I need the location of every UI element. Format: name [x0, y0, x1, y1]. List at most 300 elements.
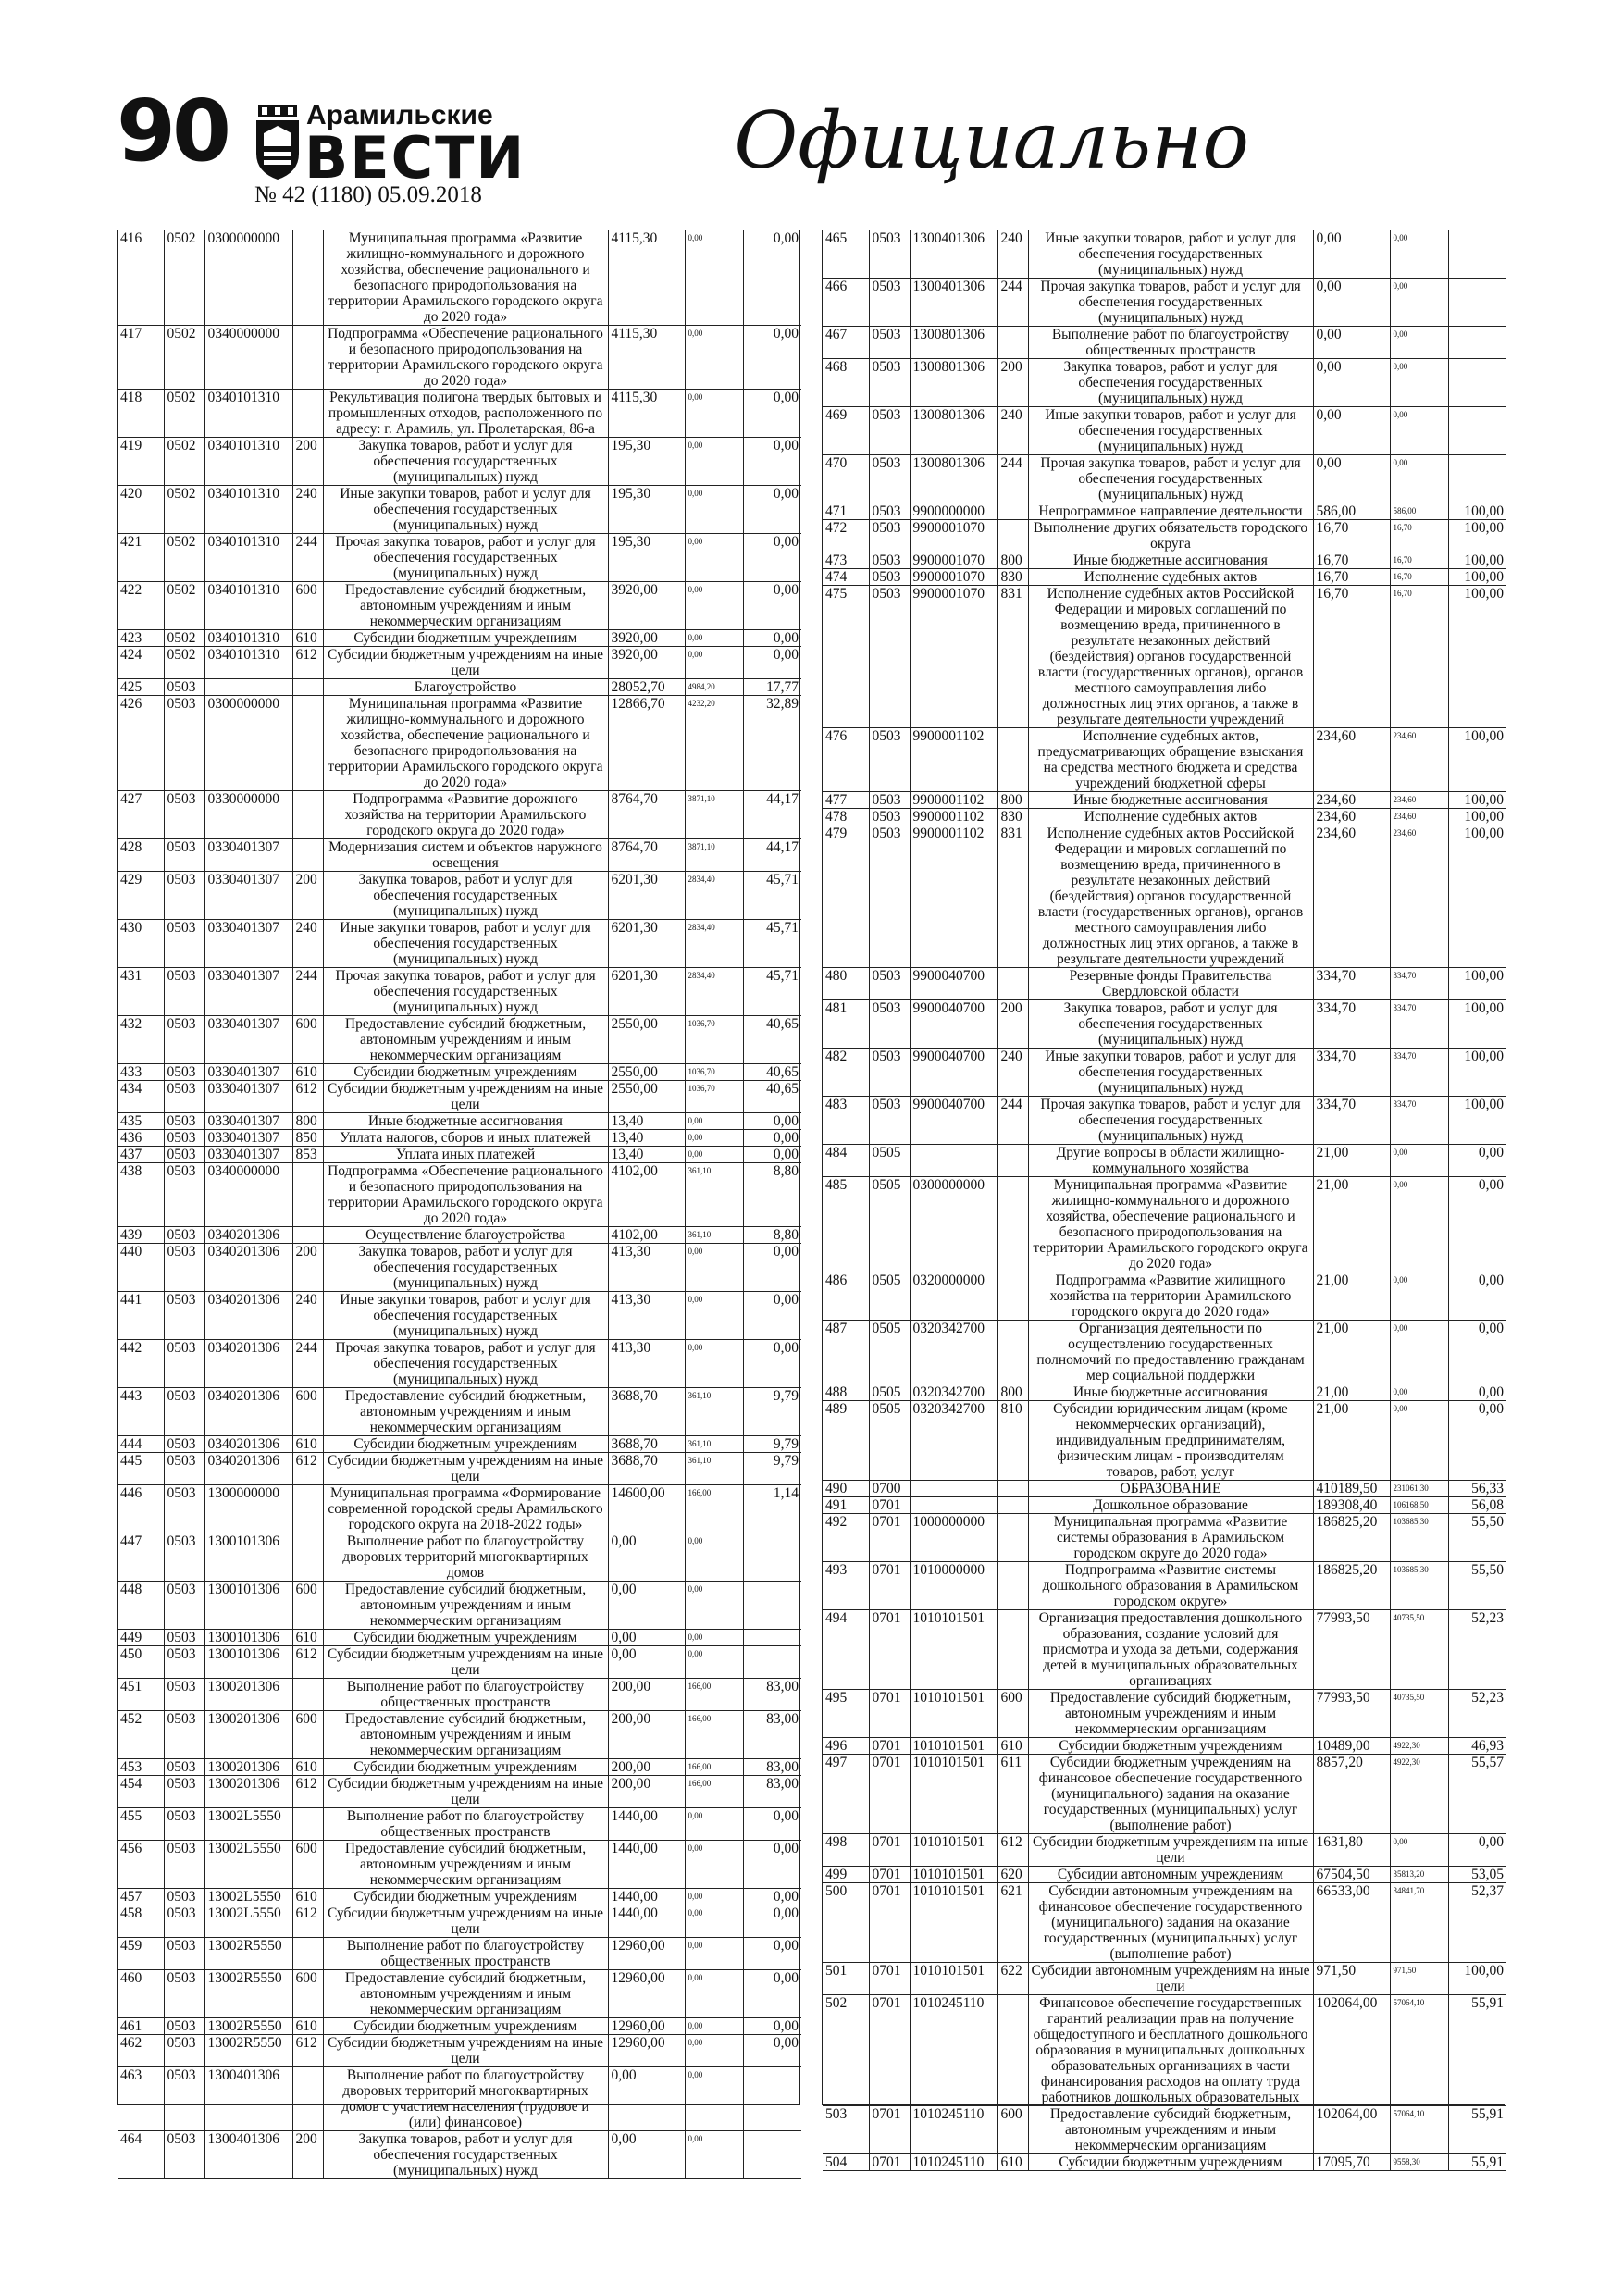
executed-amount: 0,00: [685, 1938, 743, 1970]
planned-amount: 12866,70: [608, 696, 685, 791]
row-description: Иные закупки товаров, работ и услуг для обеспечения государственных (муниципальных) нужд: [1028, 1049, 1313, 1097]
row-number: 465: [823, 230, 869, 279]
row-description: Субсидии бюджетным учреждениям на иные цели: [323, 647, 608, 679]
target-code: 0330401307: [204, 1016, 292, 1064]
planned-amount: 200,00: [608, 1776, 685, 1808]
expense-type: 600: [997, 2106, 1028, 2154]
expense-type: 612: [292, 1646, 323, 1679]
expense-type: 600: [997, 1690, 1028, 1738]
planned-amount: 4115,30: [608, 390, 685, 438]
row-number: 487: [823, 1321, 869, 1384]
row-description: Субсидии автономным учреждениям на финансовое обеспечение государственного (муниципального) задания на оказание государственных (муниципальных) услуг (выполнение работ): [1028, 1883, 1313, 1963]
execution-percent: 0,00: [743, 1130, 801, 1147]
planned-amount: 0,00: [608, 1582, 685, 1630]
section-code: 0503: [869, 327, 910, 359]
row-description: Выполнение других обязательств городского округа: [1028, 520, 1313, 552]
executed-amount: 0,00: [685, 1582, 743, 1630]
row-number: 443: [118, 1388, 164, 1436]
planned-amount: 0,00: [608, 2131, 685, 2179]
executed-amount: 4232,20: [685, 696, 743, 791]
row-number: 432: [118, 1016, 164, 1064]
executed-amount: 0,00: [685, 1841, 743, 1889]
expense-type: 240: [292, 1292, 323, 1340]
target-code: 9900001102: [910, 728, 997, 792]
table-row: [823, 1834, 1506, 1867]
row-description: Субсидии бюджетным учреждениям на иные цели: [323, 1081, 608, 1113]
execution-percent: 0,00: [1448, 1145, 1506, 1177]
row-description: Непрограммное направление деятельности: [1028, 503, 1313, 520]
row-number: 476: [823, 728, 869, 792]
table-row: [823, 1883, 1506, 1963]
row-number: 504: [823, 2154, 869, 2171]
target-code: 0330401307: [204, 1130, 292, 1147]
execution-percent: 100,00: [1448, 792, 1506, 809]
expense-type: [292, 1163, 323, 1227]
section-code: 0701: [869, 1995, 910, 2106]
table-row: [118, 1453, 801, 1485]
expense-type: 610: [292, 1630, 323, 1646]
section-code: 0503: [164, 679, 204, 696]
row-description: Предоставление субсидий бюджетным, автономным учреждениям и иным некоммерческим организациям: [323, 1841, 608, 1889]
expense-type: 831: [997, 586, 1028, 728]
executed-amount: 361,10: [685, 1436, 743, 1453]
target-code: 9900001102: [910, 792, 997, 809]
planned-amount: 21,00: [1313, 1177, 1390, 1272]
planned-amount: 410189,50: [1313, 1481, 1390, 1497]
row-number: 452: [118, 1711, 164, 1759]
row-description: Субсидии юридическим лицам (кроме некоммерческих организаций), индивидуальным предпринимателям, физическим лицам - производителям товаров, работ, услуг: [1028, 1401, 1313, 1481]
expense-type: [997, 968, 1028, 1000]
planned-amount: 200,00: [608, 1679, 685, 1711]
executed-amount: 0,00: [1390, 455, 1448, 503]
expense-type: 200: [997, 1000, 1028, 1049]
table-row: [118, 1938, 801, 1970]
expense-type: 610: [292, 630, 323, 647]
issue-info: № 42 (1180) 05.09.2018: [254, 182, 482, 207]
planned-amount: 2550,00: [608, 1064, 685, 1081]
expense-type: 200: [292, 438, 323, 486]
execution-percent: 0,00: [743, 1340, 801, 1388]
target-code: 0340201306: [204, 1453, 292, 1485]
executed-amount: 16,70: [1390, 520, 1448, 552]
row-number: 456: [118, 1841, 164, 1889]
executed-amount: 16,70: [1390, 569, 1448, 586]
planned-amount: 0,00: [608, 1646, 685, 1679]
planned-amount: 2550,00: [608, 1016, 685, 1064]
table-row: [823, 552, 1506, 569]
table-row: [118, 486, 801, 534]
expense-type: 200: [292, 2131, 323, 2179]
table-row: [118, 1533, 801, 1582]
section-code: 0503: [164, 1113, 204, 1130]
executed-amount: 0,00: [685, 2035, 743, 2067]
section-code: 0701: [869, 1883, 910, 1963]
executed-amount: 586,00: [1390, 503, 1448, 520]
section-code: 0701: [869, 1738, 910, 1755]
row-description: Подпрограмма «Развитие системы дошкольного образования в Арамильском городском округе»: [1028, 1562, 1313, 1610]
execution-percent: 83,00: [743, 1776, 801, 1808]
table-row: [823, 2106, 1506, 2154]
target-code: 9900001070: [910, 552, 997, 569]
row-number: 458: [118, 1905, 164, 1938]
row-number: 439: [118, 1227, 164, 1244]
table-row: [823, 1562, 1506, 1610]
target-code: 0330401307: [204, 1147, 292, 1163]
planned-amount: 195,30: [608, 486, 685, 534]
section-code: 0503: [869, 279, 910, 327]
table-row: [118, 1064, 801, 1081]
table-row: [118, 2067, 801, 2131]
row-number: 438: [118, 1163, 164, 1227]
row-description: Субсидии бюджетным учреждениям на иные цели: [323, 2035, 608, 2067]
expense-type: [997, 1995, 1028, 2106]
row-description: Иные закупки товаров, работ и услуг для обеспечения государственных (муниципальных) нужд: [1028, 407, 1313, 455]
row-number: 445: [118, 1453, 164, 1485]
section-code: 0503: [869, 407, 910, 455]
table-row: [823, 503, 1506, 520]
planned-amount: 16,70: [1313, 569, 1390, 586]
row-description: Подпрограмма «Развитие дорожного хозяйства на территории Арамильского городского округа до 2020 года»: [323, 791, 608, 839]
expense-type: 612: [997, 1834, 1028, 1867]
row-number: 447: [118, 1533, 164, 1582]
row-number: 466: [823, 279, 869, 327]
execution-percent: 100,00: [1448, 809, 1506, 825]
table-row: [823, 1000, 1506, 1049]
expense-type: [292, 1227, 323, 1244]
planned-amount: 14600,00: [608, 1485, 685, 1533]
row-description: Рекультивация полигона твердых бытовых и промышленных отходов, расположенного по адресу: г. Арамиль, ул. Пролетарская, 86-а: [323, 390, 608, 438]
planned-amount: 3920,00: [608, 647, 685, 679]
row-description: Подпрограмма «Обеспечение рационального и безопасного природопользования на территории Арамильского городского округа до 2020 года»: [323, 1163, 608, 1227]
planned-amount: 3920,00: [608, 630, 685, 647]
expense-type: [997, 1481, 1028, 1497]
section-code: 0503: [164, 2067, 204, 2131]
row-description: Выполнение работ по благоустройству общественных пространств: [323, 1679, 608, 1711]
execution-percent: 0,00: [1448, 1384, 1506, 1401]
row-description: Благоустройство: [323, 679, 608, 696]
section-title: Официально: [734, 95, 1249, 186]
section-code: 0503: [164, 1776, 204, 1808]
row-number: 464: [118, 2131, 164, 2179]
table-row: [118, 1340, 801, 1388]
row-number: 446: [118, 1485, 164, 1533]
row-number: 491: [823, 1497, 869, 1514]
planned-amount: 0,00: [1313, 407, 1390, 455]
executed-amount: 234,60: [1390, 728, 1448, 792]
row-description: Финансовое обеспечение государственных гарантий реализации прав на получение общедоступного и бесплатного дошкольного образования в муниципальных дошкольных образовательных организациях в части финансирования расходов на оплату труда работников дошкольных образовательных: [1028, 1995, 1313, 2106]
target-code: 1300401306: [204, 2067, 292, 2131]
target-code: 9900001070: [910, 520, 997, 552]
section-code: 0503: [164, 1064, 204, 1081]
expense-type: 610: [292, 1889, 323, 1905]
table-row: [118, 1388, 801, 1436]
expense-type: 612: [292, 1081, 323, 1113]
row-number: 441: [118, 1292, 164, 1340]
table-row: [118, 968, 801, 1016]
target-code: 9900001070: [910, 586, 997, 728]
execution-percent: 55,91: [1448, 1995, 1506, 2106]
expense-type: [997, 1497, 1028, 1514]
execution-percent: 52,37: [1448, 1883, 1506, 1963]
section-code: 0701: [869, 1755, 910, 1834]
expense-type: [292, 390, 323, 438]
planned-amount: 6201,30: [608, 920, 685, 968]
target-code: 1000000000: [910, 1514, 997, 1562]
row-description: Закупка товаров, работ и услуг для обеспечения государственных (муниципальных) нужд: [1028, 1000, 1313, 1049]
execution-percent: 44,17: [743, 839, 801, 872]
executed-amount: 334,70: [1390, 1097, 1448, 1145]
table-row: [823, 1049, 1506, 1097]
table-row: [823, 230, 1506, 279]
target-code: 1010101501: [910, 1867, 997, 1883]
table-row: [118, 1113, 801, 1130]
execution-percent: 0,00: [1448, 1834, 1506, 1867]
table-row: [118, 920, 801, 968]
row-description: Исполнение судебных актов, предусматривающих обращение взыскания на средства местного бюджета и средства учреждений бюджетной сферы: [1028, 728, 1313, 792]
row-number: 486: [823, 1272, 869, 1321]
target-code: 0340000000: [204, 326, 292, 390]
executed-amount: 2834,40: [685, 968, 743, 1016]
table-row: [823, 407, 1506, 455]
expense-type: 611: [997, 1755, 1028, 1834]
target-code: 0340201306: [204, 1388, 292, 1436]
expense-type: [292, 696, 323, 791]
row-number: 455: [118, 1808, 164, 1841]
planned-amount: 6201,30: [608, 968, 685, 1016]
planned-amount: 67504,50: [1313, 1867, 1390, 1883]
target-code: 1300201306: [204, 1711, 292, 1759]
executed-amount: 0,00: [1390, 1145, 1448, 1177]
target-code: 9900000000: [910, 503, 997, 520]
expense-type: [292, 679, 323, 696]
expense-type: 600: [292, 582, 323, 630]
planned-amount: 16,70: [1313, 520, 1390, 552]
planned-amount: 10489,00: [1313, 1738, 1390, 1755]
expense-type: [292, 230, 323, 326]
row-description: Субсидии бюджетным учреждениям: [323, 1064, 608, 1081]
executed-amount: 0,00: [1390, 230, 1448, 279]
target-code: 0320000000: [910, 1272, 997, 1321]
expense-type: [997, 520, 1028, 552]
table-row: [118, 1292, 801, 1340]
section-code: 0505: [869, 1384, 910, 1401]
executed-amount: 0,00: [685, 390, 743, 438]
executed-amount: 231061,30: [1390, 1481, 1448, 1497]
section-code: 0502: [164, 647, 204, 679]
row-number: 475: [823, 586, 869, 728]
target-code: 1010245110: [910, 1995, 997, 2106]
executed-amount: 334,70: [1390, 1049, 1448, 1097]
row-description: Дошкольное образование: [1028, 1497, 1313, 1514]
table-row: [823, 1690, 1506, 1738]
row-number: 497: [823, 1755, 869, 1834]
section-code: 0503: [164, 1808, 204, 1841]
target-code: 0330401307: [204, 920, 292, 968]
executed-amount: 0,00: [685, 1292, 743, 1340]
table-row: [823, 825, 1506, 968]
section-code: 0503: [869, 586, 910, 728]
budget-table-left: [118, 230, 801, 2179]
planned-amount: 16,70: [1313, 552, 1390, 569]
execution-percent: 0,00: [743, 2035, 801, 2067]
executed-amount: 2834,40: [685, 920, 743, 968]
expense-type: [292, 326, 323, 390]
execution-percent: 56,08: [1448, 1497, 1506, 1514]
target-code: 1010101501: [910, 1690, 997, 1738]
row-number: 480: [823, 968, 869, 1000]
execution-percent: 9,79: [743, 1388, 801, 1436]
expense-type: 244: [997, 279, 1028, 327]
row-description: Модернизация систем и объектов наружного освещения: [323, 839, 608, 872]
executed-amount: 103685,30: [1390, 1562, 1448, 1610]
table-row: [823, 1514, 1506, 1562]
target-code: 0340101310: [204, 647, 292, 679]
row-number: 473: [823, 552, 869, 569]
executed-amount: 0,00: [685, 1808, 743, 1841]
target-code: 1010245110: [910, 2154, 997, 2171]
row-description: Предоставление субсидий бюджетным, автономным учреждениям и иным некоммерческим организациям: [323, 1711, 608, 1759]
row-number: 469: [823, 407, 869, 455]
section-code: 0503: [164, 1841, 204, 1889]
executed-amount: 334,70: [1390, 1000, 1448, 1049]
expense-type: 600: [292, 1970, 323, 2018]
executed-amount: 0,00: [1390, 1321, 1448, 1384]
planned-amount: 0,00: [1313, 230, 1390, 279]
row-description: Закупка товаров, работ и услуг для обеспечения государственных (муниципальных) нужд: [323, 438, 608, 486]
row-number: 444: [118, 1436, 164, 1453]
planned-amount: 234,60: [1313, 809, 1390, 825]
section-code: 0701: [869, 2106, 910, 2154]
planned-amount: 0,00: [1313, 279, 1390, 327]
section-code: 0502: [164, 438, 204, 486]
expense-type: 800: [292, 1113, 323, 1130]
row-description: Другие вопросы в области жилищно-коммунального хозяйства: [1028, 1145, 1313, 1177]
execution-percent: [743, 1646, 801, 1679]
row-number: 431: [118, 968, 164, 1016]
expense-type: 621: [997, 1883, 1028, 1963]
table-row: [118, 1905, 801, 1938]
executed-amount: 4984,20: [685, 679, 743, 696]
row-number: 468: [823, 359, 869, 407]
execution-percent: 0,00: [743, 1841, 801, 1889]
planned-amount: 21,00: [1313, 1321, 1390, 1384]
execution-percent: 55,91: [1448, 2154, 1506, 2171]
section-code: 0503: [869, 455, 910, 503]
expense-type: 800: [997, 1384, 1028, 1401]
row-description: Исполнение судебных актов: [1028, 569, 1313, 586]
target-code: 0300000000: [204, 696, 292, 791]
executed-amount: 0,00: [685, 582, 743, 630]
row-number: 429: [118, 872, 164, 920]
target-code: 0320342700: [910, 1401, 997, 1481]
expense-type: 600: [292, 1388, 323, 1436]
execution-percent: 0,00: [743, 1292, 801, 1340]
row-number: 500: [823, 1883, 869, 1963]
table-row: [823, 1963, 1506, 1995]
execution-percent: 100,00: [1448, 968, 1506, 1000]
planned-amount: 334,70: [1313, 968, 1390, 1000]
executed-amount: 361,10: [685, 1163, 743, 1227]
planned-amount: 413,30: [608, 1340, 685, 1388]
section-code: 0503: [164, 872, 204, 920]
execution-percent: 44,17: [743, 791, 801, 839]
executed-amount: 166,00: [685, 1759, 743, 1776]
row-description: Организация предоставления дошкольного образования, создание условий для присмотра и ухода за детьми, содержания детей в муниципальных образовательных организациях: [1028, 1610, 1313, 1690]
execution-percent: 8,80: [743, 1227, 801, 1244]
expense-type: 244: [997, 455, 1028, 503]
target-code: 13002L5550: [204, 1905, 292, 1938]
target-code: 1300101306: [204, 1533, 292, 1582]
section-code: 0503: [164, 1889, 204, 1905]
row-number: 451: [118, 1679, 164, 1711]
target-code: 1300101306: [204, 1582, 292, 1630]
execution-percent: 55,57: [1448, 1755, 1506, 1834]
execution-percent: 100,00: [1448, 825, 1506, 968]
section-code: 0502: [164, 390, 204, 438]
row-number: 488: [823, 1384, 869, 1401]
planned-amount: 6201,30: [608, 872, 685, 920]
table-row: [823, 359, 1506, 407]
row-description: Субсидии бюджетным учреждениям: [323, 630, 608, 647]
target-code: 1010101501: [910, 1834, 997, 1867]
executed-amount: 361,10: [685, 1388, 743, 1436]
planned-amount: 16,70: [1313, 586, 1390, 728]
target-code: 1300000000: [204, 1485, 292, 1533]
planned-amount: 189308,40: [1313, 1497, 1390, 1514]
section-code: 0503: [164, 791, 204, 839]
execution-percent: [743, 1582, 801, 1630]
row-number: 493: [823, 1562, 869, 1610]
section-code: 0503: [164, 1244, 204, 1292]
planned-amount: 195,30: [608, 438, 685, 486]
execution-percent: [1448, 230, 1506, 279]
row-number: 428: [118, 839, 164, 872]
row-number: 477: [823, 792, 869, 809]
row-description: Иные бюджетные ассигнования: [1028, 792, 1313, 809]
executed-amount: 16,70: [1390, 552, 1448, 569]
row-description: Предоставление субсидий бюджетным, автономным учреждениям и иным некоммерческим организациям: [323, 1388, 608, 1436]
target-code: 1300201306: [204, 1759, 292, 1776]
planned-amount: 21,00: [1313, 1272, 1390, 1321]
table-row: [823, 327, 1506, 359]
planned-amount: 28052,70: [608, 679, 685, 696]
expense-type: [997, 327, 1028, 359]
execution-percent: 1,14: [743, 1485, 801, 1533]
execution-percent: 55,50: [1448, 1514, 1506, 1562]
executed-amount: 0,00: [1390, 279, 1448, 327]
expense-type: 830: [997, 809, 1028, 825]
row-number: 417: [118, 326, 164, 390]
execution-percent: 52,23: [1448, 1610, 1506, 1690]
section-code: 0701: [869, 2154, 910, 2171]
target-code: 13002L5550: [204, 1808, 292, 1841]
section-code: 0505: [869, 1272, 910, 1321]
row-number: 485: [823, 1177, 869, 1272]
brand-title: ВЕСТИ: [304, 124, 527, 192]
table-row: [118, 1711, 801, 1759]
target-code: 1010101501: [910, 1610, 997, 1690]
target-code: 1300101306: [204, 1646, 292, 1679]
expense-type: 622: [997, 1963, 1028, 1995]
target-code: 1010101501: [910, 1755, 997, 1834]
table-row: [118, 1841, 801, 1889]
row-number: 421: [118, 534, 164, 582]
target-code: 0340201306: [204, 1340, 292, 1388]
section-code: 0503: [164, 1227, 204, 1244]
row-description: Субсидии бюджетным учреждениям: [323, 1759, 608, 1776]
row-number: 481: [823, 1000, 869, 1049]
planned-amount: 0,00: [1313, 455, 1390, 503]
